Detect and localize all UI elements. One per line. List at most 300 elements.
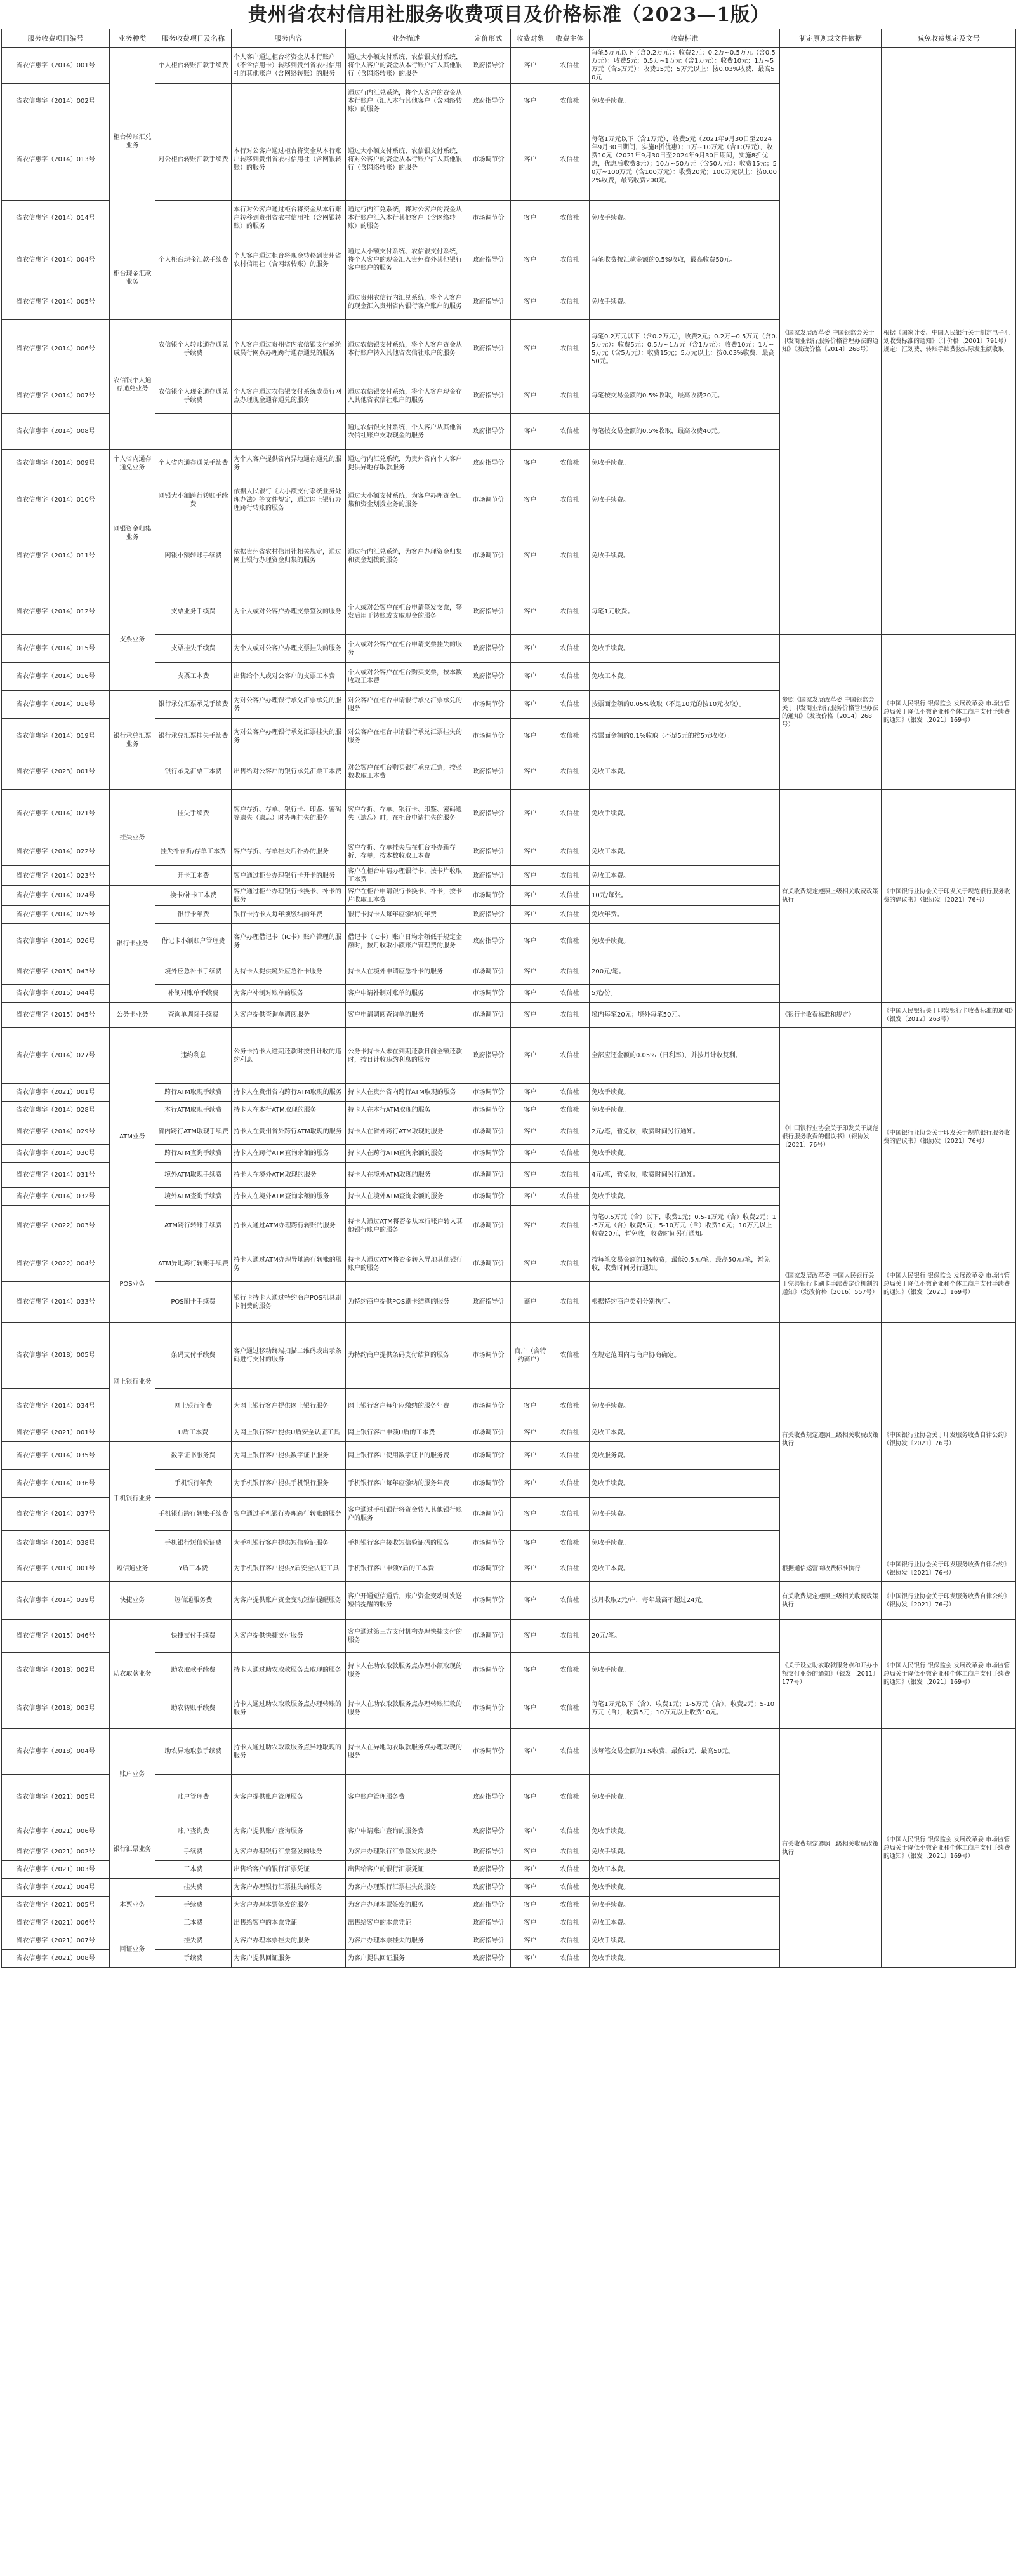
business-category: 公务卡业务	[110, 1003, 155, 1028]
service-content: 为客户提供账户管理服务	[232, 1775, 346, 1820]
charge-target: 客户	[511, 790, 550, 838]
business-description: 网上银行客户每年应缴纳的服务年费	[346, 1389, 466, 1424]
charge-target: 客户	[511, 1145, 550, 1163]
service-content: 银行卡持卡人每年须缴纳的年费	[232, 906, 346, 924]
pricing-form: 市场调节价	[466, 1582, 511, 1620]
fee-code: 省农信惠字（2014）025号	[2, 906, 110, 924]
charge-subject: 农信社	[550, 719, 590, 754]
charge-target: 客户	[511, 1163, 550, 1188]
charge-subject: 农信社	[550, 985, 590, 1003]
charge-target: 客户	[511, 1442, 550, 1470]
business-description: 通过贵州农信行内汇兑系统，将个人客户的现金汇入贵州省内银行客户账户的服务	[346, 284, 466, 320]
pricing-form: 市场调节价	[466, 1323, 511, 1389]
fee-item-name: 违约利息	[155, 1028, 232, 1084]
business-description: 持卡人在跨行ATM查询余额的服务	[346, 1145, 466, 1163]
pricing-form: 市场调节价	[466, 1653, 511, 1688]
charge-target: 客户	[511, 284, 550, 320]
charge-standard: 免收手续费。	[590, 924, 780, 959]
fee-item-name: 补制对账单手续费	[155, 985, 232, 1003]
fee-table	[1, 29, 1016, 1968]
charge-standard: 每笔0.2万元以下（含0.2万元），收费2元；0.2万~0.5万元（含0.5万元）：收费5元；0.5万~1万元（含1万元）：收费10元；1万~5万元（含5万元）：收费15元；5万元以上：按0.03%收费，最高50元。	[590, 320, 780, 378]
service-content: 客户通过柜台办理银行卡开卡的服务	[232, 866, 346, 886]
charge-target: 客户	[511, 1914, 550, 1932]
pricing-form: 市场调节价	[466, 477, 511, 523]
charge-target: 客户	[511, 1775, 550, 1820]
basis-document: 《国家发展改革委 中国人民银行关于完善银行卡刷卡手续费定价机制的通知》（发改价格〔2016〕557号）	[780, 1246, 882, 1323]
fee-code: 省农信惠字（2014）029号	[2, 1119, 110, 1145]
fee-item-name: 省内跨行ATM取现手续费	[155, 1119, 232, 1145]
charge-standard: 每笔1元收费。	[590, 589, 780, 635]
charge-target: 客户	[511, 1084, 550, 1102]
charge-subject: 农信社	[550, 1323, 590, 1389]
business-description: 通过大小额支付系统，为客户办理资金归集和资金划拨业务的服务	[346, 477, 466, 523]
charge-target: 客户	[511, 1861, 550, 1879]
charge-target: 客户	[511, 523, 550, 589]
fee-item-name: 农信银个人转账通存通兑手续费	[155, 320, 232, 378]
pricing-form: 市场调节价	[466, 959, 511, 985]
charge-target: 客户	[511, 1119, 550, 1145]
fee-item-name: 网银大小额跨行转账手续费	[155, 477, 232, 523]
header-content: 服务内容	[232, 29, 346, 48]
fee-code: 省农信惠字（2021）007号	[2, 1932, 110, 1950]
fee-code: 省农信惠字（2014）036号	[2, 1470, 110, 1498]
basis-document: 有关收费规定遵照上级相关收费政策执行	[780, 1582, 882, 1620]
charge-target: 客户	[511, 450, 550, 477]
charge-standard: 免收手续费。	[590, 635, 780, 663]
service-content: 银行卡持卡人通过特约商户POS机具刷卡消费的服务	[232, 1282, 346, 1323]
service-content: 为客户办理银行汇票挂失的服务	[232, 1879, 346, 1897]
charge-subject: 农信社	[550, 1246, 590, 1282]
header-waiver: 减免收费规定及文号	[882, 29, 1016, 48]
business-description: 手机银行客户每年应缴纳的服务年费	[346, 1470, 466, 1498]
charge-target: 客户	[511, 378, 550, 414]
charge-subject: 农信社	[550, 1688, 590, 1729]
service-content: 为客户办理银行汇票签发的服务	[232, 1843, 346, 1861]
service-content	[232, 84, 346, 119]
charge-standard: 免收年费。	[590, 906, 780, 924]
service-content: 为手机银行客户提供Y盾安全认证工具	[232, 1556, 346, 1582]
charge-subject: 农信社	[550, 1206, 590, 1246]
fee-item-name: 手机银行短信验证费	[155, 1531, 232, 1556]
charge-standard: 免收手续费。	[590, 523, 780, 589]
pricing-form: 政府指导价	[466, 84, 511, 119]
charge-standard: 免收服务费。	[590, 1442, 780, 1470]
fee-code: 省农信惠字（2014）007号	[2, 378, 110, 414]
charge-subject: 农信社	[550, 414, 590, 450]
fee-item-name: ATM跨行转账手续费	[155, 1206, 232, 1246]
business-description: 持卡人在助农取款服务点办理转账汇款的服务	[346, 1688, 466, 1729]
business-category: 短信通业务	[110, 1556, 155, 1582]
charge-subject: 农信社	[550, 1084, 590, 1102]
service-content: 客户通过柜台办理银行卡换卡、补卡的服务	[232, 886, 346, 906]
fee-code: 省农信惠字（2014）014号	[2, 201, 110, 236]
charge-target: 客户	[511, 1620, 550, 1653]
pricing-form: 政府指导价	[466, 1879, 511, 1897]
waiver-document: 《中国银行业协会关于印发服务收费自律公约》（银协发〔2021〕76号）	[882, 1323, 1016, 1556]
service-content: 客户存折、存单挂失后补办的服务	[232, 838, 346, 866]
business-category: POS业务	[110, 1246, 155, 1323]
fee-item-name: 助农取款手续费	[155, 1653, 232, 1688]
charge-subject: 农信社	[550, 1442, 590, 1470]
table-row	[2, 1556, 1016, 1582]
service-content: 个人客户通过柜台将现金转移到贵州省农村信用社（含网络转账）的服务	[232, 236, 346, 284]
service-content: 为个人或对公客户办理支票挂失的服务	[232, 635, 346, 663]
pricing-form: 政府指导价	[466, 866, 511, 886]
service-content: 公务卡持卡人逾期还款时按日计收的违约利息	[232, 1028, 346, 1084]
charge-target: 客户	[511, 1498, 550, 1531]
charge-target: 客户	[511, 48, 550, 84]
fee-item-name: 助农异地取款手续费	[155, 1729, 232, 1775]
business-description: 为客户办理本票签发的服务	[346, 1897, 466, 1914]
charge-target: 客户	[511, 84, 550, 119]
pricing-form: 市场调节价	[466, 1620, 511, 1653]
charge-standard: 免收手续费。	[590, 790, 780, 838]
business-description: 持卡人通过ATM将资金转入异地其他银行账户的服务	[346, 1246, 466, 1282]
fee-item-name	[155, 84, 232, 119]
business-description: 为客户办理银行汇票签发的服务	[346, 1843, 466, 1861]
business-description: 手机银行客户接收短信验证码的服务	[346, 1531, 466, 1556]
pricing-form: 市场调节价	[466, 1163, 511, 1188]
business-description: 为特约商户提供POS刷卡结算的服务	[346, 1282, 466, 1323]
charge-subject: 农信社	[550, 1820, 590, 1843]
fee-code: 省农信惠字（2018）005号	[2, 1323, 110, 1389]
service-content: 为客户提供账户资金变动短信提醒服务	[232, 1582, 346, 1620]
waiver-document: 《中国人民银行关于印发银行卡收费标准的通知》（银发〔2012〕263号）	[882, 1003, 1016, 1028]
header-subject: 收费主体	[550, 29, 590, 48]
pricing-form: 政府指导价	[466, 320, 511, 378]
charge-subject: 农信社	[550, 236, 590, 284]
service-content: 依据人民银行《大小额支付系统业务处理办法》等文件规定，通过网上银行办理跨行转账的服务	[232, 477, 346, 523]
fee-item-name: 境外ATM查询手续费	[155, 1188, 232, 1206]
charge-target: 客户	[511, 236, 550, 284]
fee-item-name: ATM异地跨行转账手续费	[155, 1246, 232, 1282]
fee-item-name: 网上银行年费	[155, 1389, 232, 1424]
basis-document: 根据通信运营商收费标准执行	[780, 1556, 882, 1582]
charge-subject: 农信社	[550, 1389, 590, 1424]
pricing-form: 市场调节价	[466, 1498, 511, 1531]
charge-subject: 农信社	[550, 1531, 590, 1556]
charge-target: 客户	[511, 1582, 550, 1620]
charge-standard: 按每笔交易金额的1%收费，最低0.5元/笔，最高50元/笔，暂免收，收费时间另行通知。	[590, 1246, 780, 1282]
pricing-form: 市场调节价	[466, 691, 511, 719]
fee-code: 省农信惠字（2018）004号	[2, 1729, 110, 1775]
pricing-form: 市场调节价	[466, 1531, 511, 1556]
charge-target: 客户	[511, 1729, 550, 1775]
business-description: 客户通过手机银行将资金转入其他银行账户的服务	[346, 1498, 466, 1531]
fee-item-name: 支票业务手续费	[155, 589, 232, 635]
fee-code: 省农信惠字（2014）024号	[2, 886, 110, 906]
fee-code: 省农信惠字（2014）011号	[2, 523, 110, 589]
charge-standard: 免收手续费。	[590, 1188, 780, 1206]
business-description: 出售给客户的银行汇票凭证	[346, 1861, 466, 1879]
fee-code: 省农信惠字（2014）035号	[2, 1442, 110, 1470]
service-content: 为客户办理本票签发的服务	[232, 1897, 346, 1914]
charge-standard: 2元/笔，暂免收，收费时间另行通知。	[590, 1119, 780, 1145]
fee-item-name: 快捷支付手续费	[155, 1620, 232, 1653]
business-description: 持卡人通过ATM将资金从本行账户转入其他银行账户的服务	[346, 1206, 466, 1246]
charge-standard: 200元/笔。	[590, 959, 780, 985]
charge-standard: 免收工本费。	[590, 754, 780, 790]
business-category: 支票业务	[110, 589, 155, 691]
business-category: 挂失业务	[110, 790, 155, 886]
charge-standard: 免收手续费。	[590, 1879, 780, 1897]
charge-target: 客户	[511, 1188, 550, 1206]
business-description: 客户申请账户查询的服务费	[346, 1820, 466, 1843]
business-description: 客户在柜台申请办理银行卡，按卡片收取工本费	[346, 866, 466, 886]
charge-target: 客户	[511, 663, 550, 691]
service-content: 为个人客户提供省内异地通存通兑的服务	[232, 450, 346, 477]
fee-code: 省农信惠字（2021）001号	[2, 1084, 110, 1102]
charge-subject: 农信社	[550, 1897, 590, 1914]
fee-item-name: 跨行ATM取现手续费	[155, 1084, 232, 1102]
fee-code: 省农信惠字（2015）045号	[2, 1003, 110, 1028]
service-content: 持卡人通过ATM办理跨行转账的服务	[232, 1206, 346, 1246]
fee-item-name: 手续费	[155, 1843, 232, 1861]
fee-code: 省农信惠字（2021）002号	[2, 1843, 110, 1861]
charge-subject: 农信社	[550, 691, 590, 719]
pricing-form: 市场调节价	[466, 1556, 511, 1582]
fee-code: 省农信惠字（2014）008号	[2, 414, 110, 450]
pricing-form: 政府指导价	[466, 906, 511, 924]
waiver-document: 《中国人民银行 银保监会 发展改革委 市场监管总局关于降低小微企业和个体工商户支付手续费的通知》（银发〔2021〕169号）	[882, 1620, 1016, 1729]
charge-standard: 4元/笔，暂免收，收费时间另行通知。	[590, 1163, 780, 1188]
fee-item-name: 银行卡年费	[155, 906, 232, 924]
charge-target: 客户	[511, 754, 550, 790]
charge-subject: 农信社	[550, 1163, 590, 1188]
charge-subject: 农信社	[550, 790, 590, 838]
service-content: 个人客户通过农信银支付系统成员行网点办理现金通存通兑的服务	[232, 378, 346, 414]
fee-code: 省农信惠字（2014）006号	[2, 320, 110, 378]
pricing-form: 政府指导价	[466, 284, 511, 320]
table-header-row	[2, 29, 1016, 48]
service-content: 出售给客户的本票凭证	[232, 1914, 346, 1932]
pricing-form: 市场调节价	[466, 1119, 511, 1145]
charge-subject: 农信社	[550, 1145, 590, 1163]
business-description: 持卡人在境外申请应急补卡的服务	[346, 959, 466, 985]
table-row	[2, 48, 1016, 84]
fee-item-name: 条码支付手续费	[155, 1323, 232, 1389]
charge-target: 客户	[511, 924, 550, 959]
pricing-form: 市场调节价	[466, 1442, 511, 1470]
service-content: 为手机银行客户提供手机银行服务	[232, 1470, 346, 1498]
pricing-form: 政府指导价	[466, 1282, 511, 1323]
business-description: 持卡人在省外跨行ATM取现的服务	[346, 1119, 466, 1145]
charge-subject: 农信社	[550, 1003, 590, 1028]
business-description: 借记卡（IC卡）账户日均余额低于规定金额时，按月收取小额账户管理费的服务	[346, 924, 466, 959]
service-content: 持卡人通过助农取款服务点取现的服务	[232, 1653, 346, 1688]
fee-code: 省农信惠字（2014）038号	[2, 1531, 110, 1556]
fee-item-name: 本行ATM取现手续费	[155, 1102, 232, 1119]
charge-subject: 农信社	[550, 201, 590, 236]
basis-document: 有关收费规定遵照上级相关收费政策执行	[780, 790, 882, 1003]
fee-code: 省农信惠字（2014）018号	[2, 691, 110, 719]
charge-subject: 农信社	[550, 1498, 590, 1531]
business-category: 个人省内通存通兑业务	[110, 450, 155, 477]
charge-standard: 按每笔交易金额的1%收费，最低1元，最高50元。	[590, 1729, 780, 1775]
fee-item-name: 境外应急补卡手续费	[155, 959, 232, 985]
pricing-form: 市场调节价	[466, 1206, 511, 1246]
business-description: 公务卡持卡人未在到期还款日前全额还款时，按日计收违约利息的服务	[346, 1028, 466, 1084]
business-category: 银行汇票业务	[110, 1820, 155, 1879]
charge-subject: 农信社	[550, 838, 590, 866]
business-description: 为特约商户提供条码支付结算的服务	[346, 1323, 466, 1389]
charge-subject: 农信社	[550, 1861, 590, 1879]
charge-standard: 5元/份。	[590, 985, 780, 1003]
charge-subject: 农信社	[550, 1620, 590, 1653]
service-content: 为客户提供快捷支付服务	[232, 1620, 346, 1653]
business-category: 快捷业务	[110, 1582, 155, 1620]
charge-subject: 农信社	[550, 1102, 590, 1119]
charge-subject: 农信社	[550, 886, 590, 906]
charge-target: 客户	[511, 1879, 550, 1897]
fee-code: 省农信惠字（2014）002号	[2, 84, 110, 119]
fee-code: 省农信惠字（2014）015号	[2, 635, 110, 663]
business-description: 对公客户在柜台申请银行承兑汇票承兑的服务	[346, 691, 466, 719]
fee-item-name: 支票工本费	[155, 663, 232, 691]
header-pricing: 定价形式	[466, 29, 511, 48]
basis-document: 参照《国家发展改革委 中国银监会关于印发商业银行服务价格管理办法的通知》（发改价格〔2014〕268号）	[780, 635, 882, 790]
waiver-document: 《中国人民银行 银保监会 发展改革委 市场监管总局关于降低小微企业和个体工商户支付手续费的通知》（银发〔2021〕169号）	[882, 1246, 1016, 1323]
charge-subject: 农信社	[550, 1188, 590, 1206]
fee-item-name: 挂失手续费	[155, 790, 232, 838]
charge-standard: 每笔按交易金额的0.5%收取，最高收费20元。	[590, 378, 780, 414]
charge-standard: 免收工本费。	[590, 1914, 780, 1932]
fee-item-name: 农信银个人现金通存通兑手续费	[155, 378, 232, 414]
basis-document: 《中国银行业协会关于印发关于规范银行服务收费的倡议书》（银协发〔2021〕76号）	[780, 1028, 882, 1246]
fee-item-name: 银行承兑汇票承兑手续费	[155, 691, 232, 719]
fee-item-name	[155, 284, 232, 320]
service-content: 本行对公客户通过柜台将资金从本行账户转移到贵州省农村信用社（含网银转账）的服务	[232, 119, 346, 201]
charge-subject: 农信社	[550, 866, 590, 886]
business-description: 为客户办理银行汇票挂失的服务	[346, 1879, 466, 1897]
charge-subject: 农信社	[550, 119, 590, 201]
pricing-form: 市场调节价	[466, 523, 511, 589]
charge-target: 客户	[511, 414, 550, 450]
fee-code: 省农信惠字（2021）005号	[2, 1775, 110, 1820]
basis-document: 《银行卡收费标准和规定》	[780, 1003, 882, 1028]
pricing-form: 市场调节价	[466, 201, 511, 236]
business-description: 客户存折、存单、银行卡、印鉴、密码遗失（遗忘）时，在柜台申请挂失的服务	[346, 790, 466, 838]
charge-standard: 境内每笔20元；境外每笔50元。	[590, 1003, 780, 1028]
fee-code: 省农信惠字（2015）046号	[2, 1620, 110, 1653]
charge-standard: 免收手续费。	[590, 477, 780, 523]
business-description: 通过大小额支付系统、农信银支付系统，将对公客户的资金从本行账户汇入其他银行（含网络转账）的服务	[346, 119, 466, 201]
service-content: 依据贵州省农村信用社相关规定，通过网上银行办理资金归集的服务	[232, 523, 346, 589]
table-row	[2, 1323, 1016, 1389]
service-content: 个人客户通过贵州省内农信银支付系统成员行网点办理跨行通存通兑的服务	[232, 320, 346, 378]
fee-code: 省农信惠字（2021）004号	[2, 1879, 110, 1897]
charge-subject: 农信社	[550, 477, 590, 523]
fee-item-name: 开卡工本费	[155, 866, 232, 886]
fee-code: 省农信惠字（2021）006号	[2, 1914, 110, 1932]
charge-subject: 农信社	[550, 635, 590, 663]
charge-target: 客户	[511, 589, 550, 635]
fee-item-name: 挂失费	[155, 1932, 232, 1950]
service-content: 为个人或对公客户办理支票签发的服务	[232, 589, 346, 635]
charge-standard: 免收手续费。	[590, 1897, 780, 1914]
business-description: 手机银行客户申领Y盾的工本费	[346, 1556, 466, 1582]
table-row	[2, 1028, 1016, 1084]
business-description: 通过大小额支付系统、农信银支付系统，将个人客户的资金从本行账户汇入其他银行（含网络转账）的服务	[346, 48, 466, 84]
fee-item-name: 手机银行跨行转账手续费	[155, 1498, 232, 1531]
header-basis: 制定原则或文件依据	[780, 29, 882, 48]
fee-code: 省农信惠字（2015）044号	[2, 985, 110, 1003]
service-content	[232, 414, 346, 450]
charge-target: 客户	[511, 1820, 550, 1843]
pricing-form: 市场调节价	[466, 119, 511, 201]
fee-code: 省农信惠字（2014）030号	[2, 1145, 110, 1163]
fee-item-name: 支票挂失手续费	[155, 635, 232, 663]
fee-code: 省农信惠字（2014）032号	[2, 1188, 110, 1206]
charge-standard: 免收手续费。	[590, 1653, 780, 1688]
business-category: 网银资金归集业务	[110, 477, 155, 589]
charge-standard: 按票面金额的0.05%收取（不足10元的按10元收取）。	[590, 691, 780, 719]
charge-standard: 10元/每张。	[590, 886, 780, 906]
business-category: 网上银行业务	[110, 1323, 155, 1442]
charge-subject: 农信社	[550, 1556, 590, 1582]
fee-item-name: 换卡/补卡工本费	[155, 886, 232, 906]
business-description: 为客户提供回证服务	[346, 1950, 466, 1968]
charge-target: 客户	[511, 1389, 550, 1424]
business-category: 银行卡业务	[110, 886, 155, 1003]
fee-code: 省农信惠字（2014）004号	[2, 236, 110, 284]
fee-item-name: 工本费	[155, 1861, 232, 1879]
fee-item-name: 账户管理费	[155, 1775, 232, 1820]
charge-subject: 农信社	[550, 1119, 590, 1145]
charge-standard: 免收手续费。	[590, 1389, 780, 1424]
business-description: 个人或对公客户在柜台购买支票，按本数收取工本费	[346, 663, 466, 691]
waiver-document: 《中国银行业协会关于印发关于规范银行服务收费的倡议书》（银协发〔2021〕76号）	[882, 1028, 1016, 1246]
charge-subject: 农信社	[550, 924, 590, 959]
fee-item-name: 挂失费	[155, 1879, 232, 1897]
fee-code: 省农信惠字（2021）001号	[2, 1424, 110, 1442]
business-description: 通过行内汇兑系统，为贵州省内个人客户提供异地存取款服务	[346, 450, 466, 477]
charge-subject: 农信社	[550, 589, 590, 635]
fee-code: 省农信惠字（2014）021号	[2, 790, 110, 838]
charge-subject: 农信社	[550, 1932, 590, 1950]
header-item-name: 服务收费项目及名称	[155, 29, 232, 48]
service-content: 本行对公客户通过柜台将资金从本行账户转移到贵州省农村信用社（含网银转账）的服务	[232, 201, 346, 236]
business-description: 客户在柜台申请银行卡换卡、补卡，按卡片收取工本费	[346, 886, 466, 906]
pricing-form: 政府指导价	[466, 1950, 511, 1968]
business-description: 持卡人在境外ATM查询余额的服务	[346, 1188, 466, 1206]
fee-item-name	[155, 414, 232, 450]
charge-standard: 免收手续费。	[590, 1775, 780, 1820]
fee-code: 省农信惠字（2014）034号	[2, 1389, 110, 1424]
charge-standard: 免收手续费。	[590, 1932, 780, 1950]
service-content: 为对公客户办理银行承兑汇票承兑的服务	[232, 691, 346, 719]
business-description: 持卡人在境外ATM取现的服务	[346, 1163, 466, 1188]
header-category: 业务种类	[110, 29, 155, 48]
fee-item-name: 工本费	[155, 1914, 232, 1932]
service-content: 为客户提供回证服务	[232, 1950, 346, 1968]
pricing-form: 政府指导价	[466, 1820, 511, 1843]
charge-standard: 免收手续费。	[590, 1145, 780, 1163]
charge-target: 客户	[511, 1028, 550, 1084]
pricing-form: 市场调节价	[466, 1729, 511, 1775]
fee-item-name: U盾工本费	[155, 1424, 232, 1442]
header-standard: 收费标准	[590, 29, 780, 48]
service-content: 持卡人在本行ATM取现的服务	[232, 1102, 346, 1119]
business-description: 个人或对公客户在柜台申请签发支票，签发后用于转账或支取现金的服务	[346, 589, 466, 635]
charge-target: 客户	[511, 119, 550, 201]
charge-standard: 每笔1万元以下（含），收费1元；1-5万元（含），收费2元；5-10万元（含），收费5元；10万元以上收费10元。	[590, 1688, 780, 1729]
fee-code: 省农信惠字（2014）010号	[2, 477, 110, 523]
charge-target: 客户	[511, 1470, 550, 1498]
table-row	[2, 1620, 1016, 1653]
charge-standard: 免收手续费。	[590, 1084, 780, 1102]
business-description: 客户存折、存单挂失后在柜台补办新存折、存单，按本数收取工本费	[346, 838, 466, 866]
